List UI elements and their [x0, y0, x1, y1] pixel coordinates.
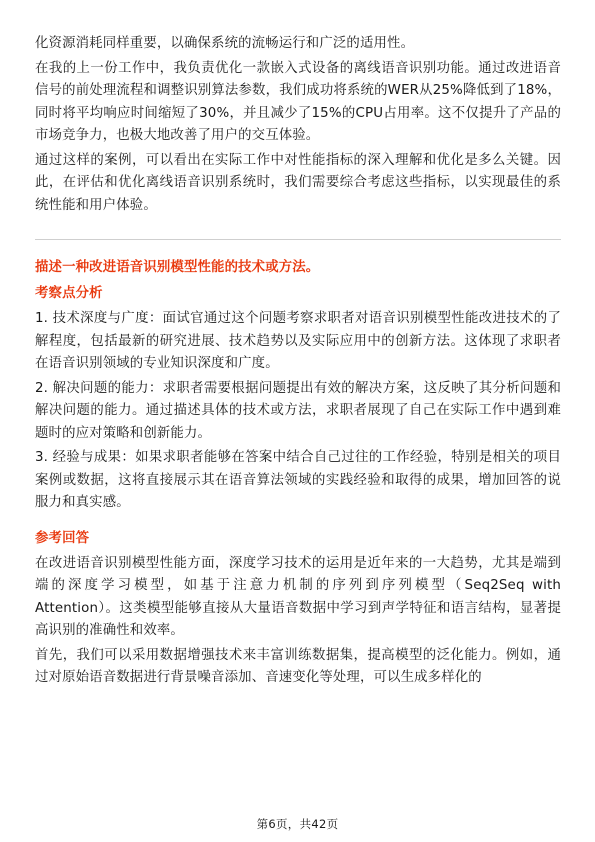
- answer-paragraph: 首先，我们可以采用数据增强技术来丰富训练数据集，提高模型的泛化能力。例如，通过对原始语音数据进行背景噪音添加、音速变化等处理，可以生成多样化的: [35, 647, 561, 685]
- answer-heading: 参考回答: [35, 530, 90, 546]
- answer-paragraph: 在改进语音识别模型性能方面，深度学习技术的运用是近年来的一大趋势，尤其是端到端的深度学习模型，如基于注意力机制的序列到序列模型（Seq2Seq with Attention）。这类模型能够直接从大量语音数据中学习到声学特征和语言结构，显著提高识别的准确性和效率。: [35, 555, 561, 638]
- body-paragraph: 通过这样的案例，可以看出在实际工作中对性能指标的深入理解和优化是多么关键。因此，在评估和优化离线语音识别系统时，我们需要综合考虑这些指标，以实现最佳的系统性能和用户体验。: [35, 152, 561, 213]
- page-number: 第6页，共42页: [256, 817, 339, 831]
- question-title: 描述一种改进语音识别模型性能的技术或方法。: [35, 260, 320, 275]
- document-page: [35, 33, 561, 692]
- analysis-heading: 考察点分析: [35, 286, 103, 301]
- section-divider: [35, 239, 561, 240]
- analysis-item: 2. 解决问题的能力：求职者需要根据问题提出有效的解决方案，这反映了其分析问题和解决问题的能力。通过描述具体的技术或方法，求职者展现了自己在实际工作中遇到难题时的应对策略和创新能力。: [35, 380, 561, 441]
- analysis-item: 3. 经验与成果：如果求职者能够在答案中结合自己过往的工作经验，特别是相关的项目案例或数据，这将直接展示其在语音算法领域的实践经验和取得的成果，增加回答的说服力和真实感。: [35, 450, 561, 510]
- body-paragraph: 在我的上一份工作中，我负责优化一款嵌入式设备的离线语音识别功能。通过改进语音信号的前处理流程和调整识别算法参数，我们成功将系统的WER从25%降低到了18%，同时将平均响应时间缩短了30%，并且减少了15%的CPU占用率。这不仅提升了产品的市场竞争力，也极大地改善了用户的交互体验。: [35, 60, 561, 143]
- analysis-item: 1. 技术深度与广度：面试官通过这个问题考察求职者对语音识别模型性能改进技术的了解程度，包括最新的研究进展、技术趋势以及实际应用中的创新方法。这体现了求职者在语音识别领域的专业知识深度和广度。: [35, 311, 561, 371]
- body-paragraph: 化资源消耗同样重要，以确保系统的流畅运行和广泛的适用性。: [35, 36, 415, 51]
